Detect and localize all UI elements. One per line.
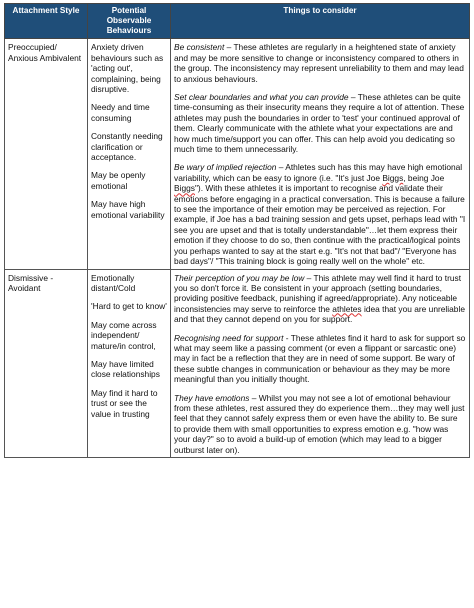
consideration-paragraph [174, 42, 466, 84]
behaviour-item: Emotionally distant/Cold [91, 272, 136, 293]
consideration-paragraph [174, 92, 466, 154]
considerations-cell [171, 39, 470, 269]
consideration-paragraph [174, 162, 466, 266]
consideration-heading: Be consistent [174, 42, 225, 53]
attachment-styles-table [4, 3, 470, 458]
behaviour-item: May have high emotional variability [91, 199, 165, 220]
attachment-style-label: Preoccupied/ Anxious Ambivalent [8, 42, 82, 63]
behaviour-item: May have limited close relationships [91, 358, 160, 380]
behaviour-item: Constantly needing clarification or acceptance. [91, 131, 163, 163]
consideration-text: idea that you are unreliable and that they cannot depend on you for support. [174, 303, 465, 325]
consideration-heading: Be wary of implied rejection [174, 162, 277, 173]
spellcheck-flagged-word: Biggs [382, 172, 404, 183]
table-row-preoccupied [5, 39, 470, 269]
consideration-paragraph [174, 393, 466, 455]
consideration-heading: They have emotions [174, 392, 250, 403]
considerations-cell [171, 269, 470, 458]
behaviour-item: Anxiety driven behaviours such as 'acting out', complaining, being disruptive. [91, 42, 164, 95]
header-things-to-consider: Things to consider [171, 4, 470, 39]
consideration-text: – Whilst you may not see a lot of emotional behaviour from these athletes, rest assured they do experience them…they may well just feel that they cannot safely express them or even have the ability to. Be sure to provide them with small opportunities to express emotion e.g. "how was your day?" so to avoid a build-up of emotion (which may lead to a bigger outburst later on). [174, 392, 465, 455]
spellcheck-flagged-word: athletes [332, 303, 362, 314]
consideration-text: – Athletes such has this may have high emotional variability, which can be easy to ignore (i.e. "It's just Joe [174, 162, 463, 183]
consideration-text: – These athletes can be quite time-consuming as their insecurity means they require a lot of attention. These athletes may push the boundaries in order to 'test' your continued approval of them. Clearly communicate with the athlete what your expectations are and how much time/support you can offer. This can help avoid you dedicating so much time to them unnecessarily. [174, 92, 465, 155]
consideration-text: – This athlete may well find it hard to trust you so don't force it. Be consistent in your approach (setting boundaries, providing positive feedback, punishing if agreed/appropriate). Any noticeable inconsistencies may serve to reinforce the [174, 272, 462, 314]
consideration-paragraph [174, 273, 466, 325]
behaviour-item: May come across independent/ mature/in control, [91, 319, 157, 351]
consideration-heading: Recognising need for support [174, 332, 284, 343]
consideration-paragraph [174, 333, 466, 385]
header-attachment-style: Attachment Style [5, 4, 88, 39]
header-observable-behaviours: Potential Observable Behaviours [88, 4, 171, 39]
consideration-text: – These athletes are regularly in a heightened state of anxiety and may be more sensitive to change or inconsistency compared to others in the group. The inconsistency may represent unreliability to them and may lead to anxious behaviours. [174, 42, 464, 84]
consideration-heading: Set clear boundaries and what you can provide [174, 92, 349, 103]
behaviours-cell [88, 269, 171, 458]
consideration-heading: Their perception of you may be low [174, 272, 305, 283]
table-header-row [5, 4, 470, 39]
consideration-text: - These athletes find it hard to ask for support so what may seem like a passing comment (or even a flippant or sarcastic one) may in fact be a reflection that they are in need of some support. Be wary of these subtle changes in communication or behaviour as they may be more meaningful than you initially thought. [174, 332, 466, 385]
attachment-style-cell [5, 39, 88, 269]
consideration-text: , being Joe [403, 172, 445, 183]
spellcheck-flagged-word: Biggs [174, 183, 195, 194]
attachment-style-cell [5, 269, 88, 458]
attachment-style-label: Dismissive - Avoidant [8, 272, 54, 293]
table-row-dismissive [5, 269, 470, 458]
behaviour-item: Needy and time consuming [91, 102, 150, 123]
behaviour-item: May find it hard to trust or see the value in trusting [91, 387, 158, 419]
consideration-text: "). With these athletes it is important to recognise and validate their emotions before engaging in a practical conversation. This is because a failure to see the importance of their emotion may be perceived as rejection. For example, if Joe has a bad training session and gets upset, perhaps lead with "I see you are upset and that is totally understandable"…let them express their emotion if they choose to do so, then continue with the practical/logical points you perhaps wanted to say at the start e.g. "It's not that bad"/ "Everyone has bad days"/ "This training block is going really well on the whole" etc. [174, 183, 466, 267]
behaviours-cell [88, 39, 171, 269]
behaviour-item: May be openly emotional [91, 170, 146, 191]
behaviour-item: 'Hard to get to know' [91, 301, 167, 312]
